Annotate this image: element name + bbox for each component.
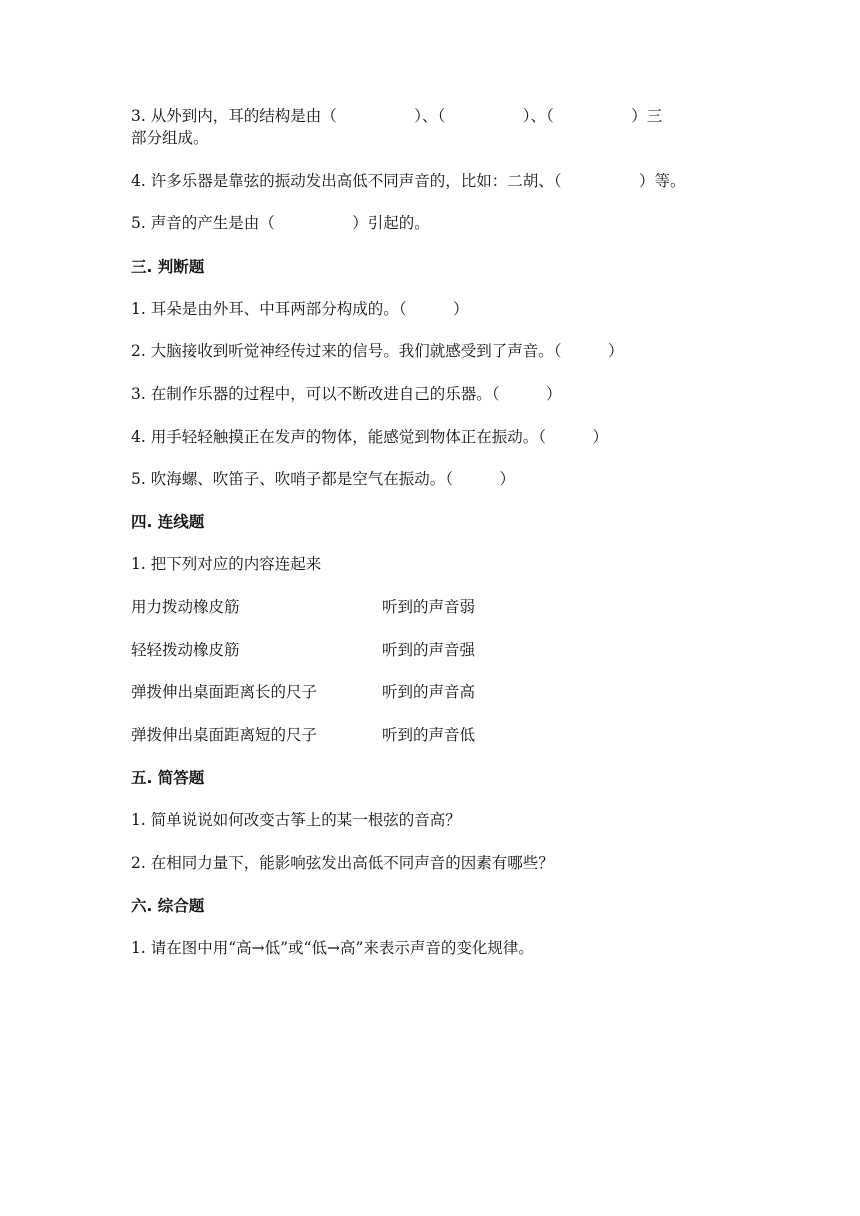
matching-left-item: 轻轻拨动橡皮筋 <box>131 641 240 659</box>
section-heading-comprehensive: 六. 综合题 <box>131 897 205 915</box>
matching-left-item: 用力拨动橡皮筋 <box>131 598 240 616</box>
question-5: 5. 声音的产生是由（ ）引起的。 <box>131 214 430 232</box>
section-heading-matching: 四. 连线题 <box>131 513 205 531</box>
question-4: 4. 许多乐器是靠弦的振动发出高低不同声音的，比如：二胡、（ ）等。 <box>131 172 686 190</box>
matching-left-item: 弹拨伸出桌面距离短的尺子 <box>131 726 318 744</box>
short-answer-question-1: 1. 简单说说如何改变古筝上的某一根弦的音高？ <box>131 811 461 829</box>
question-3-line-2: 部分组成。 <box>131 129 209 147</box>
tf-question-2: 2. 大脑接收到听觉神经传过来的信号。我们就感受到了声音。（ ） <box>131 342 624 360</box>
section-heading-true-false: 三. 判断题 <box>131 258 205 276</box>
comprehensive-question-1: 1. 请在图中用“高→低”或“低→高”来表示声音的变化规律。 <box>131 939 534 957</box>
matching-right-item: 听到的声音低 <box>382 726 476 744</box>
matching-instruction: 1. 把下列对应的内容连起来 <box>131 555 322 573</box>
tf-question-5: 5. 吹海螺、吹笛子、吹哨子都是空气在振动。（ ） <box>131 470 515 488</box>
matching-left-item: 弹拨伸出桌面距离长的尺子 <box>131 683 318 701</box>
matching-right-item: 听到的声音高 <box>382 683 476 701</box>
question-3-line-1: 3. 从外到内，耳的结构是由（ ）、（ ）、（ ）三 <box>131 107 663 125</box>
tf-question-4: 4. 用手轻轻触摸正在发声的物体，能感觉到物体正在振动。（ ） <box>131 428 608 446</box>
matching-right-item: 听到的声音强 <box>382 641 476 659</box>
tf-question-3: 3. 在制作乐器的过程中，可以不断改进自己的乐器。（ ） <box>131 385 562 403</box>
short-answer-question-2: 2. 在相同力量下，能影响弦发出高低不同声音的因素有哪些？ <box>131 854 554 872</box>
section-heading-short-answer: 五. 简答题 <box>131 769 205 787</box>
tf-question-1: 1. 耳朵是由外耳、中耳两部分构成的。（ ） <box>131 300 469 318</box>
matching-right-item: 听到的声音弱 <box>382 598 476 616</box>
